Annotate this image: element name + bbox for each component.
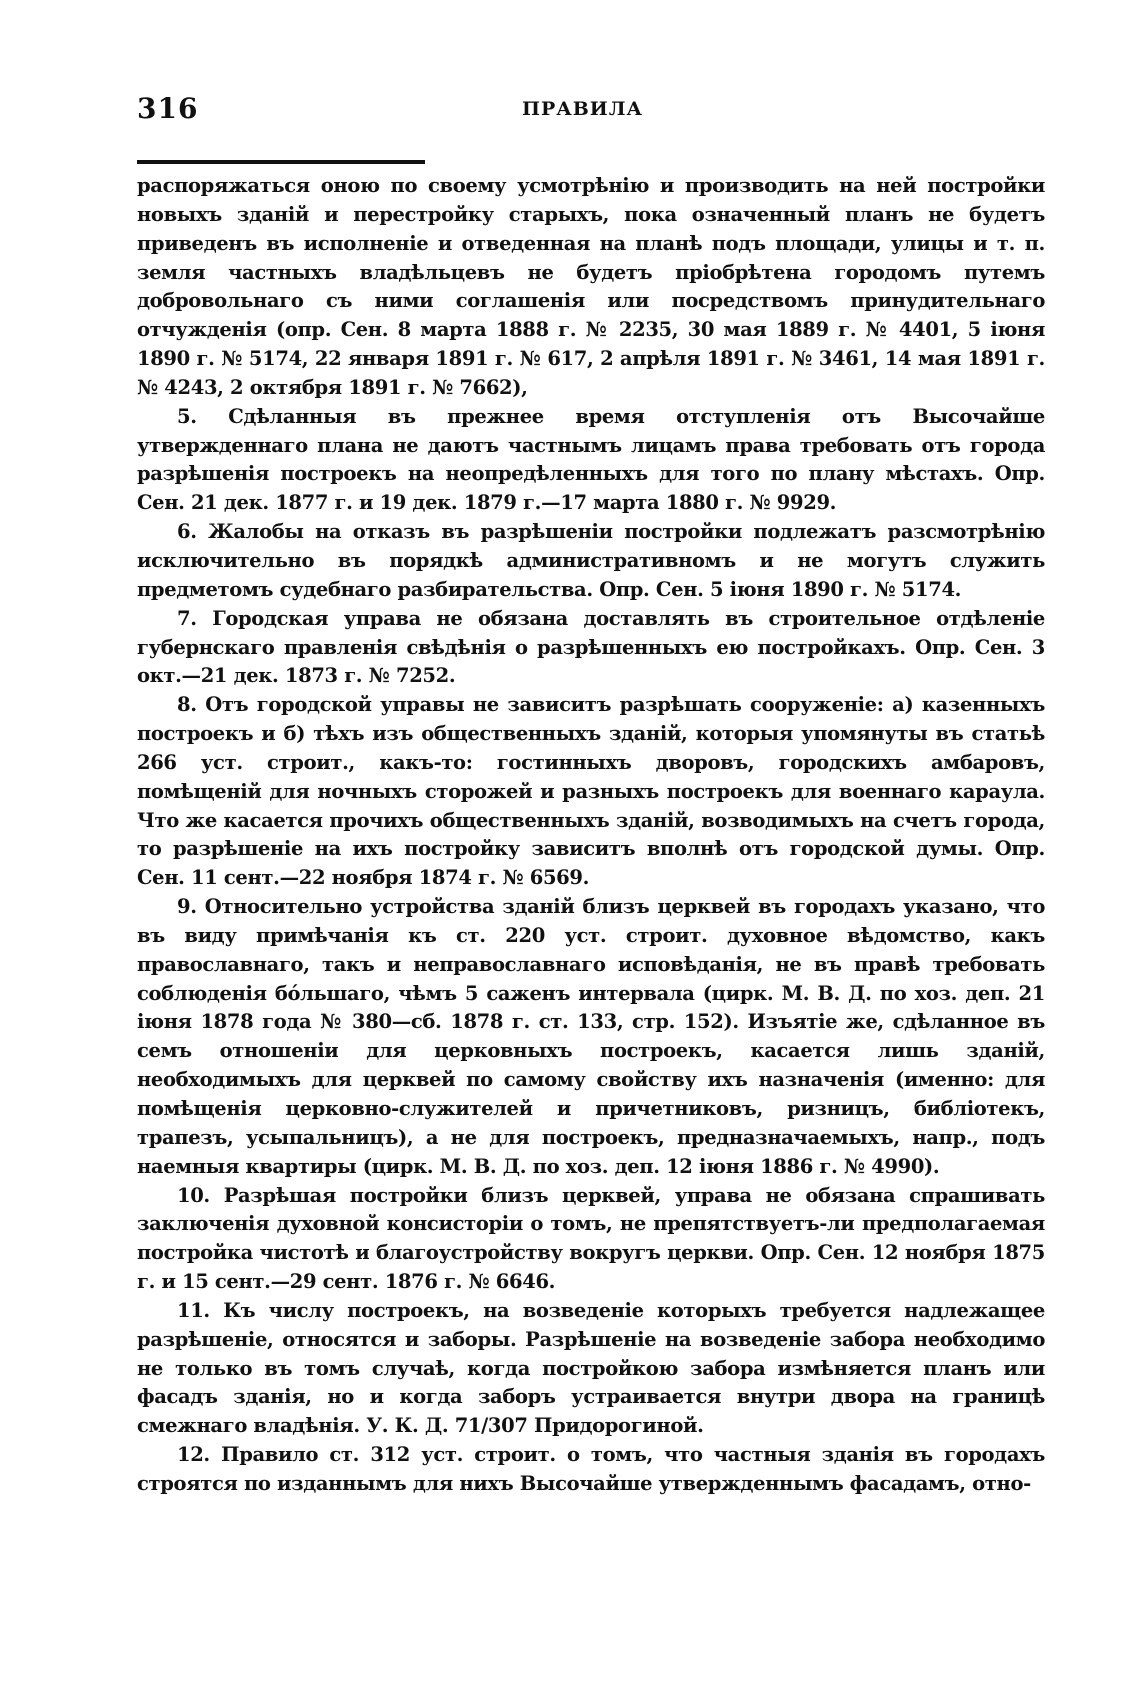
paragraph-item-12 <box>137 1441 1045 1499</box>
paragraph-item-11 <box>137 1297 1045 1441</box>
paragraph-item-10 <box>137 1182 1045 1297</box>
paragraph-continuation <box>137 172 1045 403</box>
paragraph-number: 10. <box>177 1183 210 1207</box>
paragraph-item-5 <box>137 403 1045 518</box>
body-text <box>137 172 1045 1499</box>
paragraph-text: Относительно устройства зданій близъ церквей въ городахъ указано, что въ виду примѣчанія къ ст. 220 уст. строит. духовное вѣдомство, какъ православнаго, такъ и неправославнаго исповѣданія, не въ правѣ требовать соблюденія бóльшаго, чѣмъ 5 саженъ интервала (цирк. М. В. Д. по хоз. деп. 21 іюня 1878 года № 380—сб. 1878 г. ст. 133, стр. 152). Изъятіе же, сдѣланное въ семъ отношеніи для церковныхъ построекъ, касается лишь зданій, необходимыхъ для церквей по самому свойству ихъ назначенія (именно: для помѣщенія церковно-служителей и причетниковъ, ризницъ, библіотекъ, трапезъ, усыпальницъ), а не для построекъ, предназначаемыхъ, напр., подъ наемныя квартиры (цирк. М. В. Д. по хоз. деп. 12 іюня 1886 г. № 4990). <box>137 895 1045 1178</box>
paragraph-text: Разрѣшая постройки близъ церквей, управа не обязана спрашивать заключенія духовной консисторіи о томъ, не препятствуетъ-ли предполагаемая постройка чистотѣ и благоустройству вокругъ церкви. Опр. Сен. 12 ноября 1875 г. и 15 сент.—29 сент. 1876 г. № 6646. <box>137 1183 1045 1294</box>
paragraph-text: Жалобы на отказъ въ разрѣшеніи постройки подлежатъ разсмотрѣнію исключительно въ порядкѣ административномъ и не могутъ служить предметомъ судебнаго разбирательства. Опр. Сен. 5 іюня 1890 г. № 5174. <box>137 520 1045 601</box>
paragraph-number: 6. <box>177 520 197 544</box>
paragraph-number: 12. <box>177 1443 210 1467</box>
page-number: 316 <box>137 92 199 125</box>
paragraph-number: 11. <box>177 1298 210 1322</box>
paragraph-number: 9. <box>177 895 197 919</box>
paragraph-item-7 <box>137 605 1045 692</box>
paragraph-item-6 <box>137 518 1045 605</box>
paragraph-text: Отъ городской управы не зависитъ разрѣшать сооруженіе: а) казенныхъ построекъ и б) тѣхъ изъ общественныхъ зданій, которыя упомянуты въ статьѣ 266 уст. строит., какъ-то: гостинныхъ дворовъ, городскихъ амбаровъ, помѣщеній для ночныхъ сторожей и разныхъ построекъ для военнаго караула. Что же касается прочихъ общественныхъ зданій, возводимыхъ на счетъ города, то разрѣшеніе на ихъ постройку зависитъ вполнѣ отъ городской думы. Опр. Сен. 11 сент.—22 ноября 1874 г. № 6569. <box>137 693 1045 890</box>
paragraph-text: Сдѣланныя въ прежнее время отступленія отъ Высочайше утвержденнаго плана не даютъ частнымъ лицамъ права требовать отъ города разрѣшенія построекъ на неопредѣленныхъ для того по плану мѣстахъ. Опр. Сен. 21 дек. 1877 г. и 19 дек. 1879 г.—17 марта 1880 г. № 9929. <box>137 404 1045 515</box>
paragraph-text: Къ числу построекъ, на возведеніе которыхъ требуется надлежащее разрѣшеніе, относятся и заборы. Разрѣшеніе на возведеніе забора необходимо не только въ томъ случаѣ, когда постройкою забора измѣняется планъ или фасадъ зданія, но и когда заборъ устраивается внутри двора на границѣ смежнаго владѣнія. У. К. Д. 71/307 Придорогиной. <box>137 1298 1045 1438</box>
running-title: ПРАВИЛА <box>522 98 643 120</box>
paragraph-text: распоряжаться оною по своему усмотрѣнію и производить на ней постройки новыхъ зданій и перестройку старыхъ, пока означенный планъ не будетъ приведенъ въ исполненіе и отведенная на планѣ подъ площади, улицы и т. п. земля частныхъ владѣльцевъ не будетъ пріобрѣтена городомъ путемъ добровольнаго съ ними соглашенія или посредствомъ принудительнаго отчужденія (опр. Сен. 8 марта 1888 г. № 2235, 30 мая 1889 г. № 4401, 5 іюня 1890 г. № 5174, 22 января 1891 г. № 617, 2 апрѣля 1891 г. № 3461, 14 мая 1891 г. № 4243, 2 октября 1891 г. № 7662), <box>137 174 1045 399</box>
paragraph-text: Правило ст. 312 уст. строит. о томъ, что частныя зданія въ городахъ строятся по изданнымъ для нихъ Высочайше утвержденнымъ фасадамъ, отно- <box>137 1443 1045 1495</box>
paragraph-number: 5. <box>177 404 197 428</box>
paragraph-number: 8. <box>177 693 197 717</box>
paragraph-text: Городская управа не обязана доставлять въ строительное отдѣленіе губернскаго правленія свѣдѣнія о разрѣшенныхъ ею постройкахъ. Опр. Сен. 3 окт.—21 дек. 1873 г. № 7252. <box>137 606 1045 688</box>
paragraph-item-8 <box>137 691 1045 893</box>
paragraph-item-9 <box>137 893 1045 1181</box>
paragraph-number: 7. <box>177 606 197 630</box>
header-rule <box>137 160 425 164</box>
page-header <box>137 92 1037 132</box>
